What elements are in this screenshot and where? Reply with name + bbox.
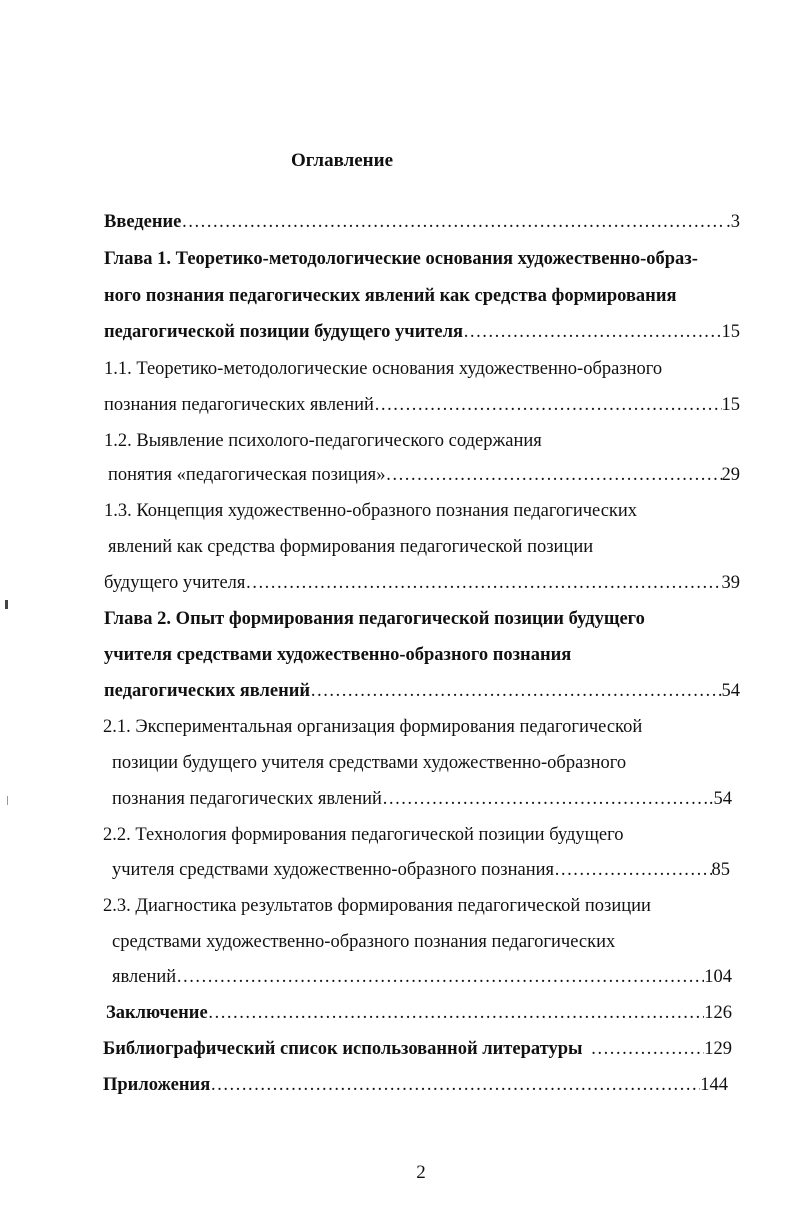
scan-artifact: [5, 600, 8, 609]
toc-entry-conclusion[interactable]: [106, 999, 732, 1027]
toc-page-number: .3: [726, 212, 740, 232]
toc-entry-text: средствами художественно-образного познания педагогических: [112, 932, 616, 952]
toc-entry-text: 1.3. Концепция художественно-образного познания педагогических: [104, 501, 638, 521]
toc-entry-text: позиции будущего учителя средствами художественно-образного: [112, 753, 627, 773]
toc-entry-introduction[interactable]: [104, 208, 740, 236]
toc-leader-dots: [245, 569, 721, 597]
toc-entry-text: Библиографический список использованной литературы: [103, 1039, 583, 1059]
toc-leader-dots: [374, 391, 722, 419]
toc-page-number: 126: [704, 1003, 732, 1023]
toc-entry-text: Заключение: [106, 1003, 208, 1023]
toc-entry-section-1-3-line-1[interactable]: [104, 497, 740, 525]
toc-page-number: 29: [721, 465, 740, 485]
toc-entry-section-2-2-line-2[interactable]: [112, 856, 730, 884]
toc-leader-dots: [210, 1071, 700, 1099]
toc-entry-text: явлений как средства формирования педагогической позиции: [108, 537, 594, 557]
toc-entry-text: 2.2. Технология формирования педагогической позиции будущего: [103, 825, 624, 845]
toc-entry-chapter-1-line-1[interactable]: [104, 245, 740, 273]
toc-entry-section-1-1-line-2[interactable]: [104, 391, 740, 419]
toc-entry-section-2-2-line-1[interactable]: [103, 821, 739, 849]
toc-page-number: .54: [708, 789, 732, 809]
toc-entry-text: ного познания педагогических явлений как средства формирования: [104, 286, 677, 306]
toc-leader-dots: [554, 856, 711, 884]
toc-entry-section-1-3-line-3[interactable]: [104, 569, 740, 597]
page-number: 2: [416, 1162, 426, 1183]
toc-page-number: 15: [721, 395, 740, 415]
toc-leader-dots: [208, 999, 705, 1027]
toc-entry-bibliography[interactable]: [103, 1035, 732, 1063]
toc-entry-appendices[interactable]: [103, 1071, 728, 1099]
toc-entry-text: 1.2. Выявление психолого-педагогического содержания: [104, 431, 542, 451]
toc-entry-text: педагогической позиции будущего учителя: [104, 322, 464, 342]
toc-entry-text: будущего учителя: [104, 573, 246, 593]
toc-page-number: 15: [721, 322, 740, 342]
toc-page-number: 144: [700, 1075, 728, 1095]
toc-entry-section-1-3-line-2[interactable]: [108, 533, 744, 561]
toc-entry-text: Глава 1. Теоретико-методологические основания художественно-образ-: [104, 249, 698, 269]
toc-entry-text: 1.1. Теоретико-методологические основания художественно-образного: [104, 359, 663, 379]
toc-entry-text: Введение: [104, 212, 182, 232]
toc-entry-chapter-2-line-3[interactable]: [104, 677, 740, 705]
toc-entry-section-1-2-line-1[interactable]: [104, 427, 740, 455]
toc-leader-dots: [382, 785, 709, 813]
toc-entry-text: понятия «педагогическая позиция»: [108, 465, 386, 485]
toc-page-number: 85: [711, 860, 730, 880]
toc-entry-chapter-2-line-1[interactable]: [104, 605, 740, 633]
toc-entry-section-2-3-line-2[interactable]: [112, 928, 748, 956]
toc-entry-text: педагогических явлений: [104, 681, 311, 701]
toc-entry-section-1-1-line-1[interactable]: [104, 355, 740, 383]
toc-entry-text: 2.1. Экспериментальная организация формирования педагогической: [103, 717, 643, 737]
toc-entry-text: Приложения: [103, 1075, 211, 1095]
toc-leader-dots: [385, 461, 721, 489]
toc-entry-text: 2.3. Диагностика результатов формирования педагогической позиции: [103, 896, 651, 916]
toc-entry-section-2-1-line-1[interactable]: [103, 713, 739, 741]
toc-page-number: 104: [704, 967, 732, 987]
toc-leader-dots: [181, 208, 726, 236]
toc-entry-section-2-1-line-3[interactable]: [112, 785, 732, 813]
toc-leader-dots: [590, 1035, 704, 1063]
page-title: Оглавление: [290, 150, 394, 171]
toc-entry-chapter-2-line-2[interactable]: [104, 641, 740, 669]
toc-entry-text: познания педагогических явлений: [112, 789, 382, 809]
toc-page-number: 129: [704, 1039, 732, 1059]
toc-entry-chapter-1-line-2[interactable]: [104, 282, 740, 310]
toc-page-number: 54: [721, 681, 740, 701]
toc-entry-chapter-1-line-3[interactable]: [104, 318, 740, 346]
toc-leader-dots: [463, 318, 721, 346]
toc-entry-section-2-3-line-3[interactable]: [112, 963, 732, 991]
toc-leader-dots: [310, 677, 721, 705]
toc-entry-section-2-1-line-2[interactable]: [112, 749, 748, 777]
toc-entry-section-1-2-line-2[interactable]: [108, 461, 740, 489]
scan-artifact: [7, 796, 8, 805]
toc-entry-text: Глава 2. Опыт формирования педагогической позиции будущего: [104, 609, 645, 629]
toc-entry-text: учителя средствами художественно-образного познания: [112, 860, 555, 880]
toc-entry-section-2-3-line-1[interactable]: [103, 892, 739, 920]
toc-leader-dots: [176, 963, 704, 991]
toc-entry-text: учителя средствами художественно-образного познания: [104, 645, 572, 665]
toc-entry-text: явлений: [112, 967, 177, 987]
toc-page-number: 39: [721, 573, 740, 593]
toc-entry-text: познания педагогических явлений: [104, 395, 374, 415]
